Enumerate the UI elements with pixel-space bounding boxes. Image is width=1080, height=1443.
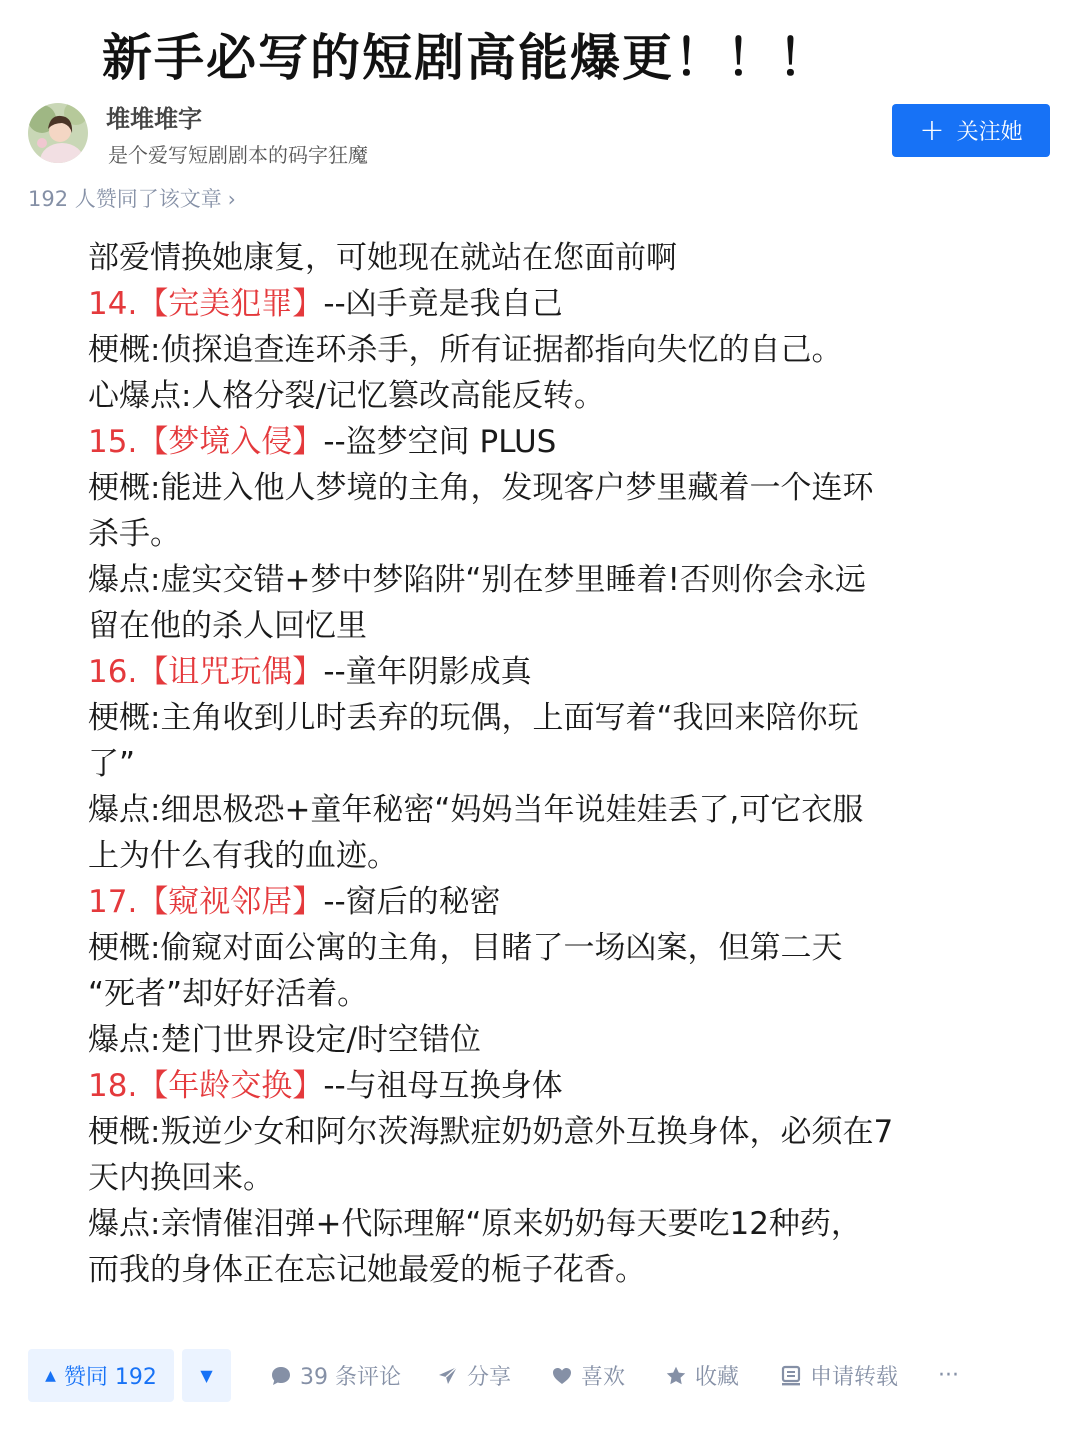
body-line: 爆点:虚实交错+梦中梦陷阱“别在梦里睡着!否则你会永远: [88, 562, 866, 598]
repost-request-button[interactable]: [780, 1349, 898, 1402]
more-options-button[interactable]: [938, 1349, 959, 1402]
body-line: 爆点:细思极恐+童年秘密“妈妈当年说娃娃丢了,可它衣服: [88, 792, 864, 828]
body-line: 杀手。: [88, 516, 181, 552]
author-bio: 是个爱写短剧剧本的码字狂魔: [108, 143, 368, 167]
section-subtitle: --窗后的秘密: [323, 884, 501, 920]
body-line: 了”: [88, 746, 136, 782]
vote-up-button[interactable]: [28, 1349, 174, 1402]
section-subtitle: --凶手竟是我自己: [323, 286, 563, 322]
section-tag: 【窥视邻居】: [137, 884, 324, 920]
body-line: 爆点:亲情催泪弹+代际理解“原来奶奶每天要吃12种药，: [88, 1206, 862, 1242]
comment-bubble-icon: [270, 1365, 292, 1387]
like-label: 喜欢: [581, 1365, 626, 1390]
likes-summary-link[interactable]: [28, 183, 236, 213]
chevron-right-icon: ›: [227, 187, 236, 211]
collect-button[interactable]: [665, 1349, 739, 1402]
star-icon: [665, 1365, 687, 1387]
triangle-up-icon: ▲: [45, 1367, 56, 1384]
section-subtitle: --童年阴影成真: [323, 654, 532, 690]
body-line: 心爆点:人格分裂/记忆篡改高能反转。: [88, 378, 605, 414]
body-line: 天内换回来。: [88, 1160, 274, 1196]
more-icon: ···: [938, 1363, 959, 1388]
body-line: 留在他的杀人回忆里: [88, 608, 367, 644]
section-number: 17.: [88, 884, 138, 920]
author-name[interactable]: 堆堆堆字: [106, 105, 202, 133]
body-line: 梗概:偷窥对面公寓的主角，目睹了一场凶案，但第二天: [88, 930, 843, 966]
document-icon: [780, 1365, 802, 1387]
body-line: 而我的身体正在忘记她最爱的栀子花香。: [88, 1252, 646, 1288]
body-line: 梗概:侦探追查连环杀手，所有证据都指向失忆的自己。: [88, 332, 843, 368]
triangle-down-icon: ▼: [200, 1366, 213, 1385]
body-line: 梗概:能进入他人梦境的主角，发现客户梦里藏着一个连环: [88, 470, 874, 506]
body-line: 梗概:主角收到儿时丢弃的玩偶，上面写着“我回来陪你玩: [88, 700, 859, 736]
section-heading: [88, 879, 988, 925]
collect-label: 收藏: [695, 1365, 740, 1390]
paper-plane-icon: [437, 1365, 459, 1387]
body-line: “死者”却好好活着。: [88, 976, 369, 1012]
share-label: 分享: [467, 1365, 512, 1390]
like-button[interactable]: [551, 1349, 625, 1402]
section-heading: [88, 649, 988, 695]
article-body: [88, 235, 988, 1293]
body-line: 上为什么有我的血迹。: [88, 838, 398, 874]
action-bar: [0, 1349, 1080, 1403]
article-title: 新手必写的短剧高能爆更！！！: [102, 29, 830, 87]
follow-label: 关注她: [956, 120, 1023, 145]
section-subtitle: --盗梦空间 PLUS: [323, 424, 557, 460]
follow-button[interactable]: [892, 104, 1050, 157]
author-avatar[interactable]: [28, 103, 88, 163]
section-tag: 【诅咒玩偶】: [137, 654, 324, 690]
vote-up-label: 赞同 192: [63, 1365, 157, 1390]
section-tag: 【完美犯罪】: [137, 286, 324, 322]
section-heading: [88, 419, 988, 465]
vote-down-button[interactable]: [182, 1349, 231, 1402]
body-line: 爆点:楚门世界设定/时空错位: [88, 1022, 481, 1058]
likes-summary-text: 192 人赞同了该文章: [28, 187, 222, 211]
share-button[interactable]: [437, 1349, 511, 1402]
section-number: 18.: [88, 1068, 138, 1104]
section-number: 14.: [88, 286, 138, 322]
section-heading: [88, 281, 988, 327]
section-tag: 【年龄交换】: [137, 1068, 324, 1104]
body-line: 部爱情换她康复，可她现在就站在您面前啊: [88, 240, 677, 276]
plus-icon: +: [919, 112, 945, 148]
section-heading: [88, 1063, 988, 1109]
heart-icon: [551, 1365, 573, 1387]
repost-label: 申请转载: [810, 1365, 899, 1390]
section-subtitle: --与祖母互换身体: [323, 1068, 563, 1104]
section-number: 16.: [88, 654, 138, 690]
comments-label: 39 条评论: [300, 1365, 401, 1390]
section-number: 15.: [88, 424, 138, 460]
section-tag: 【梦境入侵】: [137, 424, 324, 460]
comments-button[interactable]: [270, 1349, 401, 1402]
body-line: 梗概:叛逆少女和阿尔茨海默症奶奶意外互换身体，必须在7: [88, 1114, 894, 1150]
